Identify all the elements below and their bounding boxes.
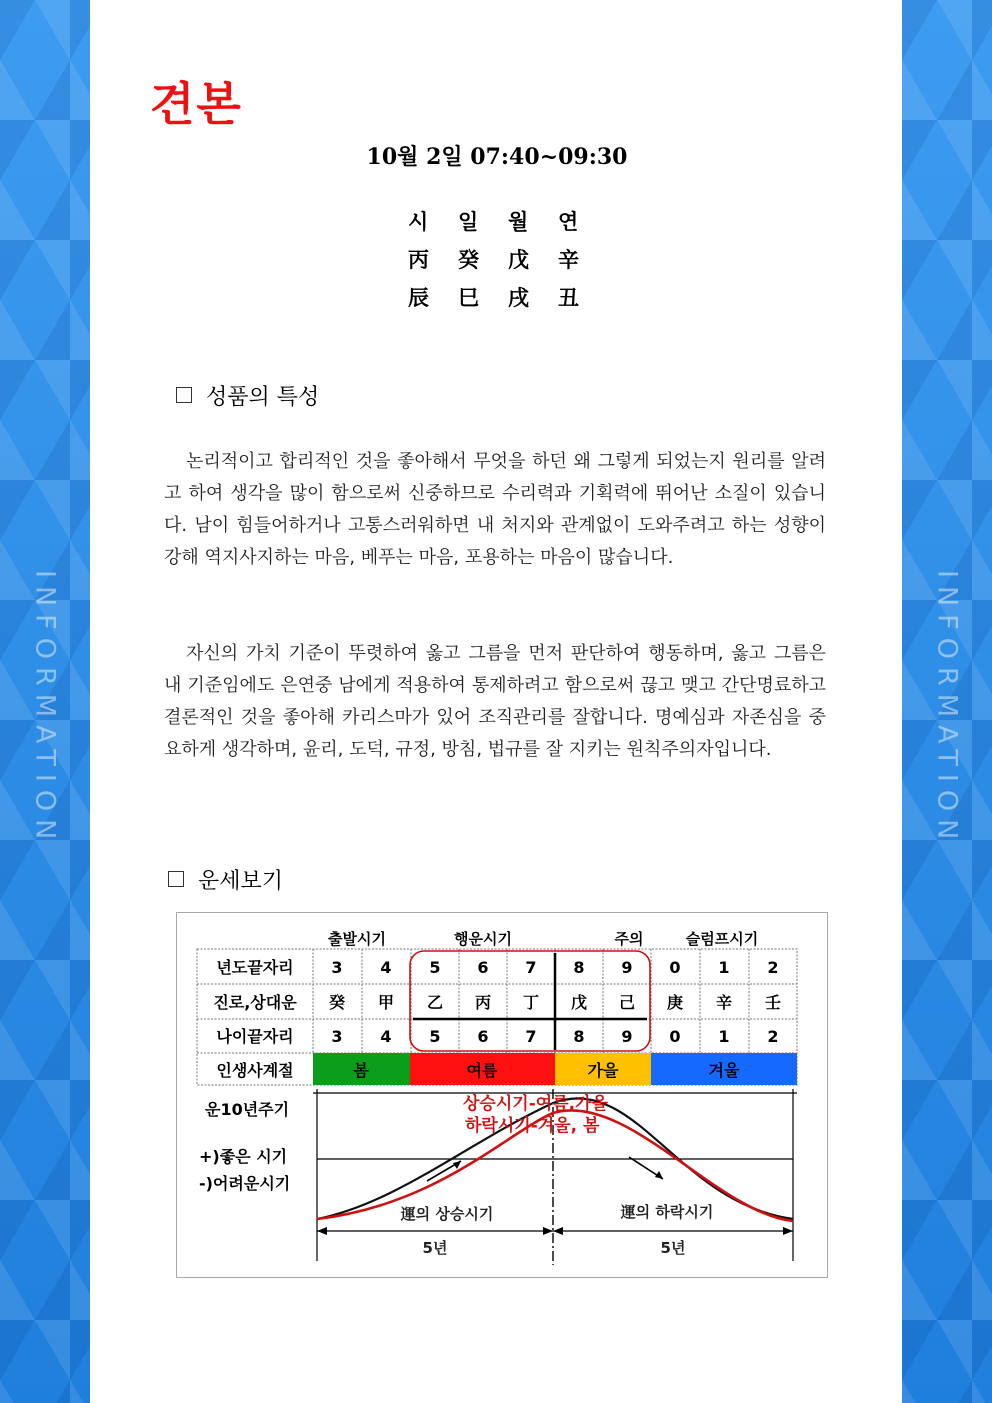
table-cell: 4 xyxy=(380,958,392,977)
table-cell: 3 xyxy=(331,958,343,977)
saju-branch-cell: 戌 xyxy=(508,285,529,310)
table-cell: 壬 xyxy=(764,993,782,1012)
saju-branch-cell: 丑 xyxy=(558,285,579,310)
table-cell: 5 xyxy=(429,958,441,977)
saju-branch-cell: 辰 xyxy=(408,285,429,310)
table-cell: 庚 xyxy=(666,993,684,1012)
row-label-year: 년도끝자리 xyxy=(216,958,294,977)
table-cell: 0 xyxy=(669,1027,681,1046)
fall-period-label: 運의 하락시기 xyxy=(620,1203,714,1221)
rise-period-label: 運의 상승시기 xyxy=(400,1205,494,1223)
season-spring-label: 봄 xyxy=(353,1061,369,1080)
table-cell: 丁 xyxy=(522,993,540,1012)
rise-note: 상승시기-여름,가을 xyxy=(463,1094,608,1114)
row-label-season: 인생사계절 xyxy=(216,1061,294,1080)
group-label-luck: 행운시기 xyxy=(454,930,512,948)
good-period-label: +)좋은 시기 xyxy=(199,1147,288,1166)
table-cell: 乙 xyxy=(426,993,444,1012)
section-personality-title: 성품의 특성 xyxy=(206,385,320,410)
row-label-career: 진로,상대운 xyxy=(213,993,297,1012)
right-decor-band xyxy=(902,0,992,1403)
personality-paragraph-1 xyxy=(164,446,826,574)
bad-period-label: -)어려운시기 xyxy=(199,1174,291,1193)
personality-text-1: 논리적이고 합리적인 것을 좋아해서 무엇을 하던 왜 그렇게 되었는지 원리를 알려고 하여 생각을 많이 함으로써 신중하므로 수리력과 기획력에 뛰어난 소질이 있습니다. 남이 힘들어하거나 고통스러워하면 내 처지와 관계없이 도와주려고 하는 성향이 강해 역지사지하는 마음, 베푸는 마음, 포용하는 마음이 많습니다. xyxy=(164,451,826,568)
saju-branches-row xyxy=(408,278,608,316)
personality-paragraph-2 xyxy=(164,638,826,766)
saju-pillars xyxy=(408,202,608,316)
saju-stem-cell: 癸 xyxy=(458,247,479,272)
table-cell: 3 xyxy=(331,1027,343,1046)
cycle-label: 운10년주기 xyxy=(205,1100,290,1119)
table-cell: 5 xyxy=(429,1027,441,1046)
saju-stem-cell: 辛 xyxy=(558,247,579,272)
span-right-arrowhead-r xyxy=(783,1227,793,1235)
right-side-text: INFORMATION xyxy=(931,570,963,848)
left-side-text: INFORMATION xyxy=(29,570,61,848)
table-cell: 7 xyxy=(525,1027,537,1046)
table-cell: 2 xyxy=(767,958,779,977)
season-winter-label: 겨울 xyxy=(708,1061,740,1080)
saju-header-cell: 연 xyxy=(558,209,579,234)
table-cell: 7 xyxy=(525,958,537,977)
sample-stamp: 견본 xyxy=(150,77,243,131)
saju-header-cell: 시 xyxy=(408,209,429,234)
left-decor-band xyxy=(0,0,90,1403)
personality-text-2: 자신의 가치 기준이 뚜렷하여 옳고 그름을 먼저 판단하여 행동하며, 옳고 그름은 내 기준임에도 은연중 남에게 적용하여 통제하려고 함으로써 끊고 맺고 간단명료하고 결론적인 것을 좋아해 카리스마가 있어 조직관리를 잘합니다. 명예심과 자존심을 중요하게 생각하며, 윤리, 도덕, 규정, 방침, 법규를 잘 지키는 원칙주의자입니다. xyxy=(164,643,826,760)
table-cell: 8 xyxy=(573,958,585,977)
saju-header-cell: 일 xyxy=(458,209,479,234)
span-left-arrowhead-l xyxy=(317,1227,327,1235)
checkbox-square-icon xyxy=(176,387,192,403)
saju-branch-cell: 巳 xyxy=(458,285,479,310)
table-cell: 4 xyxy=(380,1027,392,1046)
table-cell: 2 xyxy=(767,1027,779,1046)
table-cell: 辛 xyxy=(715,993,733,1012)
fall-note: 하락시기-겨울, 봄 xyxy=(465,1116,600,1136)
table-cell: 0 xyxy=(669,958,681,977)
span-left-arrowhead-r xyxy=(543,1227,553,1235)
section-fortune-heading xyxy=(168,864,283,895)
saju-header-cell: 월 xyxy=(508,209,529,234)
table-cell: 戊 xyxy=(570,993,588,1012)
season-autumn-label: 가을 xyxy=(587,1061,619,1080)
saju-header-row xyxy=(408,202,608,240)
span-left-label: 5년 xyxy=(422,1239,448,1257)
group-label-slump: 슬럼프시기 xyxy=(685,930,759,948)
saju-stems-row xyxy=(408,240,608,278)
table-cell: 己 xyxy=(618,993,636,1012)
fortune-chart-svg xyxy=(177,913,827,1277)
table-cell: 1 xyxy=(718,1027,730,1046)
table-cell: 1 xyxy=(718,958,730,977)
span-right-arrowhead-l xyxy=(553,1227,563,1235)
table-cell: 6 xyxy=(477,958,489,977)
table-cell: 丙 xyxy=(474,993,492,1012)
table-cell: 9 xyxy=(621,1027,633,1046)
table-cell: 癸 xyxy=(328,993,346,1012)
birth-datetime: 10월 2일 07:40~09:30 xyxy=(366,144,628,170)
table-cell: 甲 xyxy=(377,993,395,1012)
checkbox-square-icon xyxy=(168,871,184,887)
saju-stem-cell: 丙 xyxy=(408,247,429,272)
document-page xyxy=(92,0,902,1403)
fortune-chart xyxy=(176,912,828,1278)
season-summer-label: 여름 xyxy=(466,1061,498,1080)
section-personality-heading xyxy=(176,380,319,411)
group-label-caution: 주의 xyxy=(614,930,644,948)
section-fortune-title: 운세보기 xyxy=(198,869,284,894)
saju-stem-cell: 戊 xyxy=(508,247,529,272)
table-cell: 8 xyxy=(573,1027,585,1046)
span-right-label: 5년 xyxy=(660,1239,686,1257)
table-cell: 9 xyxy=(621,958,633,977)
table-cell: 6 xyxy=(477,1027,489,1046)
row-label-age: 나이끝자리 xyxy=(216,1027,294,1046)
group-label-start: 출발시기 xyxy=(328,930,386,948)
